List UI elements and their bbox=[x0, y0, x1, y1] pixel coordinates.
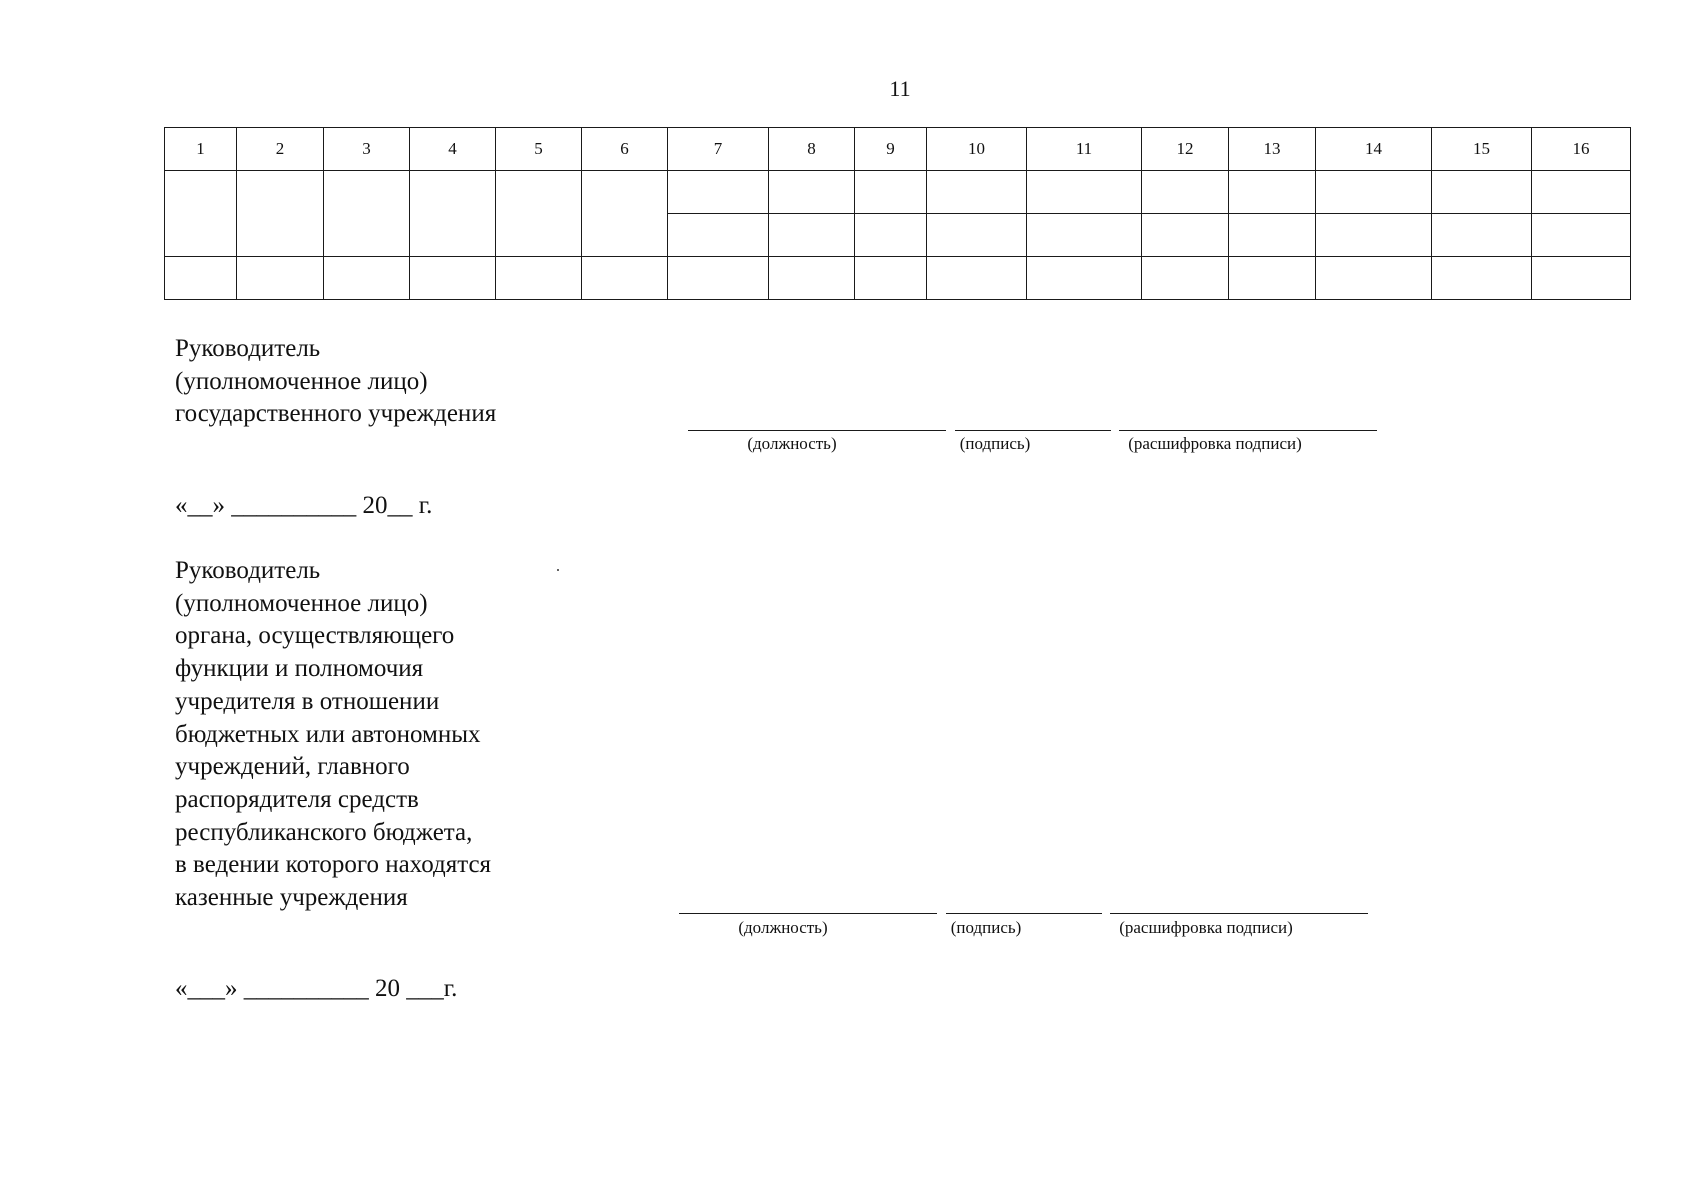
label-line: Руководитель bbox=[175, 335, 321, 362]
table-cell bbox=[1316, 214, 1432, 257]
table-cell bbox=[769, 214, 855, 257]
table-cell bbox=[165, 171, 237, 257]
decoding-line-2 bbox=[1110, 913, 1368, 914]
date-line-1: «__» __________ 20__ г. bbox=[175, 492, 433, 519]
page-number: 11 bbox=[889, 76, 911, 101]
column-header: 4 bbox=[410, 128, 496, 171]
label-line: государственного учреждения bbox=[175, 400, 497, 428]
position-caption-2: (должность) bbox=[738, 918, 828, 937]
label-line: функции и полномочия bbox=[175, 655, 424, 683]
table-row bbox=[165, 257, 1631, 300]
table-cell bbox=[927, 257, 1027, 300]
table-cell bbox=[855, 171, 927, 214]
table-cell bbox=[410, 171, 496, 257]
table-cell bbox=[1027, 257, 1142, 300]
table-cell bbox=[1142, 257, 1229, 300]
table-cell bbox=[1142, 214, 1229, 257]
position-caption-1: (должность) bbox=[747, 434, 837, 453]
table-row bbox=[165, 171, 1631, 214]
table-cell bbox=[668, 257, 769, 300]
label-line: органа, осуществляющего bbox=[175, 622, 455, 650]
table-cell bbox=[1432, 257, 1532, 300]
table-cell bbox=[1532, 214, 1631, 257]
table-cell bbox=[165, 257, 237, 300]
table-cell bbox=[237, 171, 324, 257]
column-header: 9 bbox=[855, 128, 927, 171]
label-line: казенные учреждения bbox=[175, 884, 408, 912]
column-header: 15 bbox=[1432, 128, 1532, 171]
stray-dot bbox=[557, 569, 559, 571]
table-cell bbox=[927, 214, 1027, 257]
decoding-caption-1: (расшифровка подписи) bbox=[1128, 434, 1302, 453]
label-line: учредителя в отношении bbox=[175, 687, 440, 715]
table-cell bbox=[582, 257, 668, 300]
table-cell bbox=[1432, 214, 1532, 257]
table-cell bbox=[237, 257, 324, 300]
table-header-row bbox=[165, 128, 1631, 171]
table-cell bbox=[668, 171, 769, 214]
column-header: 6 bbox=[582, 128, 668, 171]
table-cell bbox=[1229, 171, 1316, 214]
table-cell bbox=[324, 257, 410, 300]
table-cell bbox=[1316, 257, 1432, 300]
table-cell bbox=[1532, 257, 1631, 300]
table-cell bbox=[324, 171, 410, 257]
column-header: 8 bbox=[769, 128, 855, 171]
column-header: 14 bbox=[1316, 128, 1432, 171]
date-line-2: «___» __________ 20 ___г. bbox=[175, 975, 458, 1002]
table-cell bbox=[855, 257, 927, 300]
label-line: бюджетных или автономных bbox=[175, 720, 481, 748]
label-line: республиканского бюджета, bbox=[175, 818, 473, 846]
label-line: распорядителя средств bbox=[175, 785, 419, 813]
column-header: 16 bbox=[1532, 128, 1631, 171]
table-cell bbox=[1142, 171, 1229, 214]
position-line-2 bbox=[679, 913, 937, 914]
table-cell bbox=[496, 171, 582, 257]
decoding-caption-2: (расшифровка подписи) bbox=[1119, 918, 1293, 937]
table-cell bbox=[1027, 171, 1142, 214]
table-cell bbox=[855, 214, 927, 257]
column-header: 2 bbox=[237, 128, 324, 171]
column-header: 11 bbox=[1027, 128, 1142, 171]
column-header: 7 bbox=[668, 128, 769, 171]
table-cell bbox=[769, 257, 855, 300]
table-cell bbox=[668, 214, 769, 257]
table-cell bbox=[582, 171, 668, 257]
table-cell bbox=[927, 171, 1027, 214]
label-line: учреждений, главного bbox=[175, 753, 410, 781]
table-cell bbox=[410, 257, 496, 300]
column-header: 12 bbox=[1142, 128, 1229, 171]
signatory-label-1 bbox=[175, 333, 496, 431]
table-cell bbox=[1432, 171, 1532, 214]
table-cell bbox=[1532, 171, 1631, 214]
table-cell bbox=[496, 257, 582, 300]
position-line-1 bbox=[688, 430, 946, 431]
label-line: в ведении которого находятся bbox=[175, 851, 492, 879]
decoding-line-1 bbox=[1119, 430, 1377, 431]
signatory-label-2 bbox=[175, 555, 491, 915]
column-header: 1 bbox=[165, 128, 237, 171]
label-line: (уполномоченное лицо) bbox=[175, 589, 428, 617]
label-line: Руководитель bbox=[175, 557, 321, 584]
signature-caption-1: (подпись) bbox=[959, 434, 1031, 453]
table-cell bbox=[1229, 257, 1316, 300]
signature-line-1 bbox=[955, 430, 1111, 431]
column-header: 13 bbox=[1229, 128, 1316, 171]
signature-caption-2: (подпись) bbox=[950, 918, 1022, 937]
table-cell bbox=[769, 171, 855, 214]
label-line: (уполномоченное лицо) bbox=[175, 367, 428, 395]
table-cell bbox=[1027, 214, 1142, 257]
column-header: 3 bbox=[324, 128, 410, 171]
signature-line-2 bbox=[946, 913, 1102, 914]
table-cell bbox=[1229, 214, 1316, 257]
column-header: 10 bbox=[927, 128, 1027, 171]
form-table bbox=[164, 127, 1631, 300]
table-cell bbox=[1316, 171, 1432, 214]
column-header: 5 bbox=[496, 128, 582, 171]
